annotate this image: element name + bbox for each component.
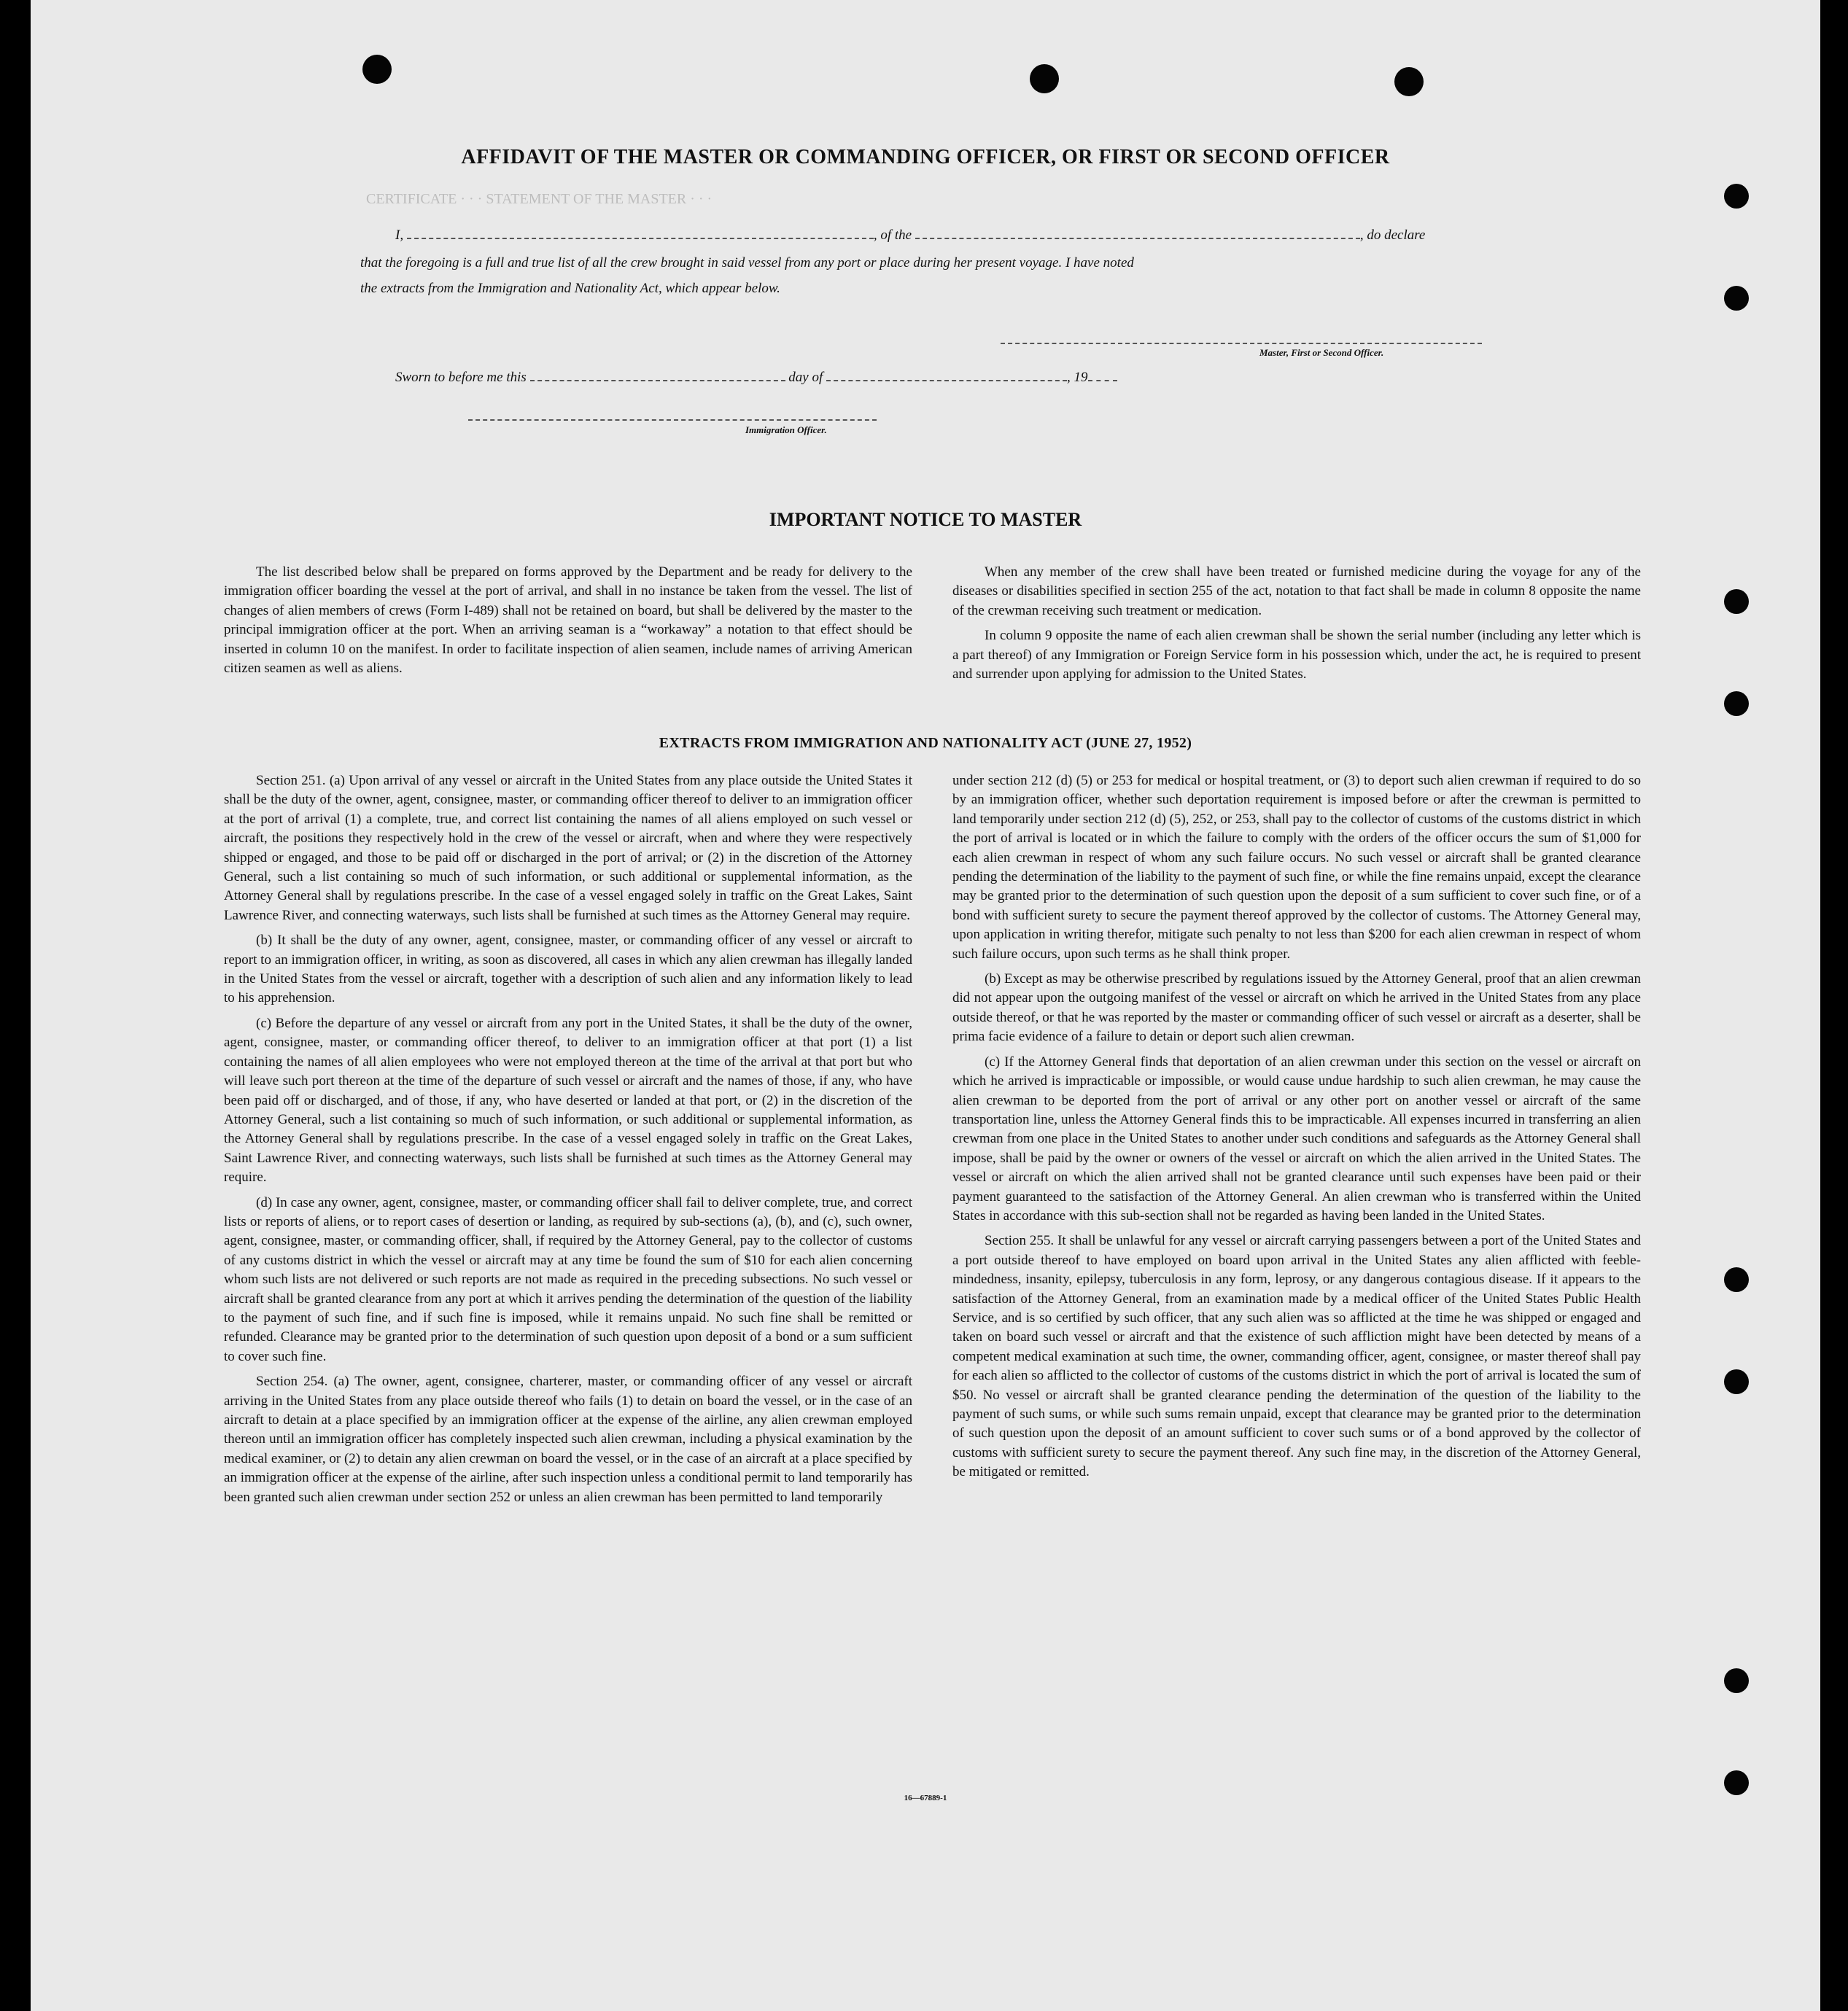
notice-heading: IMPORTANT NOTICE TO MASTER [769, 509, 1082, 530]
sworn-day-field[interactable] [530, 368, 785, 381]
punch-hole [362, 55, 392, 84]
affidavit-title: AFFIDAVIT OF THE MASTER OR COMMANDING OFFICER, OR FIRST OR SECOND OFFICER [461, 146, 1390, 168]
extracts-heading: EXTRACTS FROM IMMIGRATION AND NATIONALITY ACT (JUNE 27, 1952) [659, 735, 1192, 751]
master-caption: Master, First or Second Officer. [1259, 347, 1384, 358]
punch-hole [1724, 1369, 1749, 1394]
declaration-line [395, 226, 1425, 244]
declaration-text-line-2: that the foregoing is a full and true list of all the crew brought in said vessel from any port or place during her present voyage. I have noted [360, 255, 1134, 271]
master-signature-line[interactable] [1001, 343, 1482, 344]
notice-left-column [224, 563, 912, 684]
sworn-label: Sworn to before me this [395, 370, 527, 385]
notice-paragraph: The list described below shall be prepared on forms approved by the Department and be ready for delivery to the immigration officer boarding the vessel at the port of arrival, and shall in no instance be taken from the vessel. The list of changes of alien members of crews (Form I-489) shall not be retained on board, but shall be delivered by the master to the principal immigration officer at the port. When an arriving seaman is a “workaway” a notation to that effect should be inserted in column 10 on the manifest. In order to facilitate inspection of alien seamen, include names of arriving American citizen seamen as well as aliens. [224, 564, 912, 677]
sworn-line [395, 368, 1117, 386]
extract-paragraph: Section 255. It shall be unlawful for any vessel or aircraft carrying passengers between a port of the United States and a port outside thereof to have employed on board upon arrival in the United States any alien afflicted with feeble-mindedness, insanity, epilepsy, tuberculosis in any form, leprosy, or any dangerous contagious disease. If it appears to the satisfaction of the Attorney General, from an examination made by a medical officer of the United States Public Health Service, and is so certified by such officer, that any such alien was so afflicted at the time he was shipped or engaged and taken on board such vessel or aircraft and that the existence of such affliction might have been detected by means of a competent medical examination at such time, the owner, commanding officer, agent, consignee, or master thereof shall pay for each alien so afflicted to the collector of customs of the customs district in which the port of arrival is located the sum of $50. No vessel or aircraft shall be granted clearance pending the determination of the question of the liability to the payment of such sums, or while such sums remain unpaid, except that clearance may be granted prior to the determination of such question upon the deposit of an amount sufficient to cover such sums or of a bond approved by the collector of customs with sufficient surety to secure the payment thereof. Any such fine may, in the discretion of the Attorney General, be mitigated or remitted. [952, 1233, 1641, 1480]
notice-paragraph: In column 9 opposite the name of each alien crewman shall be shown the serial number (including any letter which is a part thereof) of any Immigration or Foreign Service form in his possession which, under the act, he is required to present and surrender upon applying for admission to the United States. [952, 628, 1641, 682]
of-the-label: , of the [873, 227, 912, 243]
declarant-name-field[interactable] [407, 226, 874, 239]
do-declare-label: , do declare [1359, 227, 1426, 243]
extract-paragraph: Section 251. (a) Upon arrival of any vessel or aircraft in the United States from any place outside the United States it shall be the duty of the owner, agent, consignee, master, or commanding officer thereof to deliver to an immigration officer at the port of arrival (1) a complete, true, and correct list containing the names of all aliens employed on such vessel or aircraft, the positions they respectively hold in the crew of the vessel or aircraft, when and where they were respectively shipped or engaged, and those to be paid off or discharged in the port of arrival; or (2) in the discretion of the Attorney General, such a list containing so much of such information, or such additional or supplemental information, as the Attorney General shall by regulations prescribe. In the case of a vessel engaged solely in traffic on the Great Lakes, Saint Lawrence River, and connecting waterways, such lists shall be furnished at such times as the Attorney General may require. [224, 773, 912, 923]
day-of-label: day of [788, 370, 823, 385]
sworn-month-field[interactable] [826, 368, 1067, 381]
form-number: 16—67889-1 [904, 1794, 947, 1802]
extracts-left-column [224, 771, 912, 1513]
punch-hole [1394, 67, 1424, 96]
extract-paragraph: Section 254. (a) The owner, agent, consignee, charterer, master, or commanding officer of any vessel or aircraft arriving in the United States from any place outside thereof who fails (1) to detain on board the vessel, or in the case of an aircraft to detain at a place specified by an immigration officer at the expense of the airline, any alien crewman employed thereon until an immigration officer has completely inspected such alien crewman, including a physical examination by the medical examiner, or (2) to detain any alien crewman on board the vessel, or in the case of an aircraft at a place specified by an immigration officer at the expense of the airline, after such inspection unless a conditional permit to land temporarily has been granted such alien crewman under section 252 or unless an alien crewman has been permitted to land temporarily [224, 1374, 912, 1505]
punch-hole [1724, 589, 1749, 614]
faded-bleed-text: CERTIFICATE · · · STATEMENT OF THE MASTER · · · [366, 191, 713, 207]
vessel-name-field[interactable] [915, 226, 1360, 239]
extract-paragraph: (b) It shall be the duty of any owner, agent, consignee, master, or commanding officer of any vessel or aircraft to report to an immigration officer, in writing, as soon as discovered, all cases in which any alien crewman has illegally landed in the United States from the vessel or aircraft, together with a description of such alien and any information likely to lead to his apprehension. [224, 933, 912, 1006]
extracts-right-column [952, 771, 1641, 1488]
punch-hole [1724, 1668, 1749, 1693]
declaration-text-line-3: the extracts from the Immigration and Nationality Act, which appear below. [360, 281, 780, 296]
notice-right-column [952, 563, 1641, 690]
sworn-year-field[interactable] [1088, 368, 1117, 381]
year-label: , 19 [1067, 370, 1088, 385]
document-page [31, 0, 1820, 2011]
declarant-label: I, [395, 227, 404, 243]
officer-signature-line[interactable] [468, 419, 877, 421]
punch-hole [1724, 1770, 1749, 1795]
punch-hole [1724, 691, 1749, 716]
extract-paragraph: (d) In case any owner, agent, consignee, master, or commanding officer shall fail to deliver complete, true, and correct lists or reports of aliens, or to report cases of desertion or landing, as required by sub-sections (a), (b), and (c), such owner, agent, consignee, master, or commanding officer, shall, if required by the Attorney General, pay to the collector of customs of any customs district in which the vessel or aircraft may at any time be found the sum of $10 for each alien concerning whom such lists are not delivered or such reports are not made as required in the preceding subsections. No such vessel or aircraft shall be granted clearance from any port at which it arrives pending the determination of the question of the liability to the payment of such fine, and if such fine is imposed, while it remains unpaid. No such fine shall be remitted or refunded. Clearance may be granted prior to the determination of such question upon deposit of a bond or a sum sufficient to cover such fine. [224, 1194, 912, 1364]
punch-hole [1724, 286, 1749, 311]
extract-paragraph: (c) Before the departure of any vessel or aircraft from any port in the United States, it shall be the duty of the owner, agent, consignee, master, or commanding officer thereof, to deliver to an immigration officer at that port (1) a list containing the names of all alien employees who were not employed thereon at the time of the arrival at that port but who will leave such port thereon at the time of the departure of such vessel or aircraft and the names of those, if any, who have been paid off or discharged, and of those, if any, who have deserted or landed at that port, or (2) in the discretion of the Attorney General, such a list containing so much of such information, or such additional or supplemental information, as the Attorney General shall by regulations prescribe. In the case of a vessel engaged solely in traffic on the Great Lakes, Saint Lawrence River, and connecting waterways, such lists shall be furnished at such times as the Attorney General may require. [224, 1015, 912, 1186]
punch-hole [1724, 1267, 1749, 1292]
extract-paragraph: (c) If the Attorney General finds that deportation of an alien crewman under this section on the vessel or aircraft on which he arrived is impracticable or impossible, or would cause undue hardship to such alien crewman, he may cause the alien crewman to be deported from the port of arrival or any other port on another vessel or aircraft of the same transportation line, unless the Attorney General finds this to be impracticable. All expenses incurred in transferring an alien crewman from one place in the United States to another under such conditions and safeguards as the Attorney General shall impose, shall be paid by the owner or owners of the vessel or aircraft on which the alien arrived in the United States. The vessel or aircraft on which the alien arrived shall not be granted clearance until such expenses have been paid or their payment guaranteed to the satisfaction of the Attorney General. An alien crewman who is transferred within the United States in accordance with this sub-section shall not be regarded as having been landed in the United States. [952, 1054, 1641, 1224]
punch-hole [1030, 64, 1059, 93]
extract-paragraph: (b) Except as may be otherwise prescribed by regulations issued by the Attorney General, proof that an alien crewman did not appear upon the outgoing manifest of the vessel or aircraft on which he arrived in the United States from any place outside thereof, or that he was reported by the master or commanding officer of such vessel or aircraft as a deserter, shall be prima facie evidence of a failure to detain or deport such alien crewman. [952, 971, 1641, 1045]
notice-paragraph: When any member of the crew shall have been treated or furnished medicine during the voyage for any of the diseases or disabilities specified in section 255 of the act, notation to that fact shall be made in column 8 opposite the name of the crewman receiving such treatment or medication. [952, 564, 1641, 618]
extract-paragraph: under section 212 (d) (5) or 253 for medical or hospital treatment, or (3) to deport such alien crewman if required to do so by an immigration officer, whether such deportation requirement is imposed before or after the crewman is permitted to land temporarily under section 212 (d) (5), 252, or 253, shall pay to the collector of customs of the customs district in which the port of arrival is located or in which the failure to comply with the orders of the officer occurs the sum of $1,000 for each alien crewman in respect of whom any such failure occurs. No such vessel or aircraft shall be granted clearance pending the determination of the liability to the payment of such fine, or while the fine remains unpaid, except the clearance may be granted prior to the determination of such question upon the deposit of a sum sufficient to cover such fine, or of a bond with sufficient surety to secure the payment thereof approved by the collector of customs. The Attorney General may, upon application in writing therefor, mitigate such penalty to not less than $200 for each alien crewman in respect of whom such failure occurs, upon such terms as he shall think proper. [952, 773, 1641, 962]
punch-hole [1724, 184, 1749, 209]
officer-caption: Immigration Officer. [745, 424, 827, 435]
